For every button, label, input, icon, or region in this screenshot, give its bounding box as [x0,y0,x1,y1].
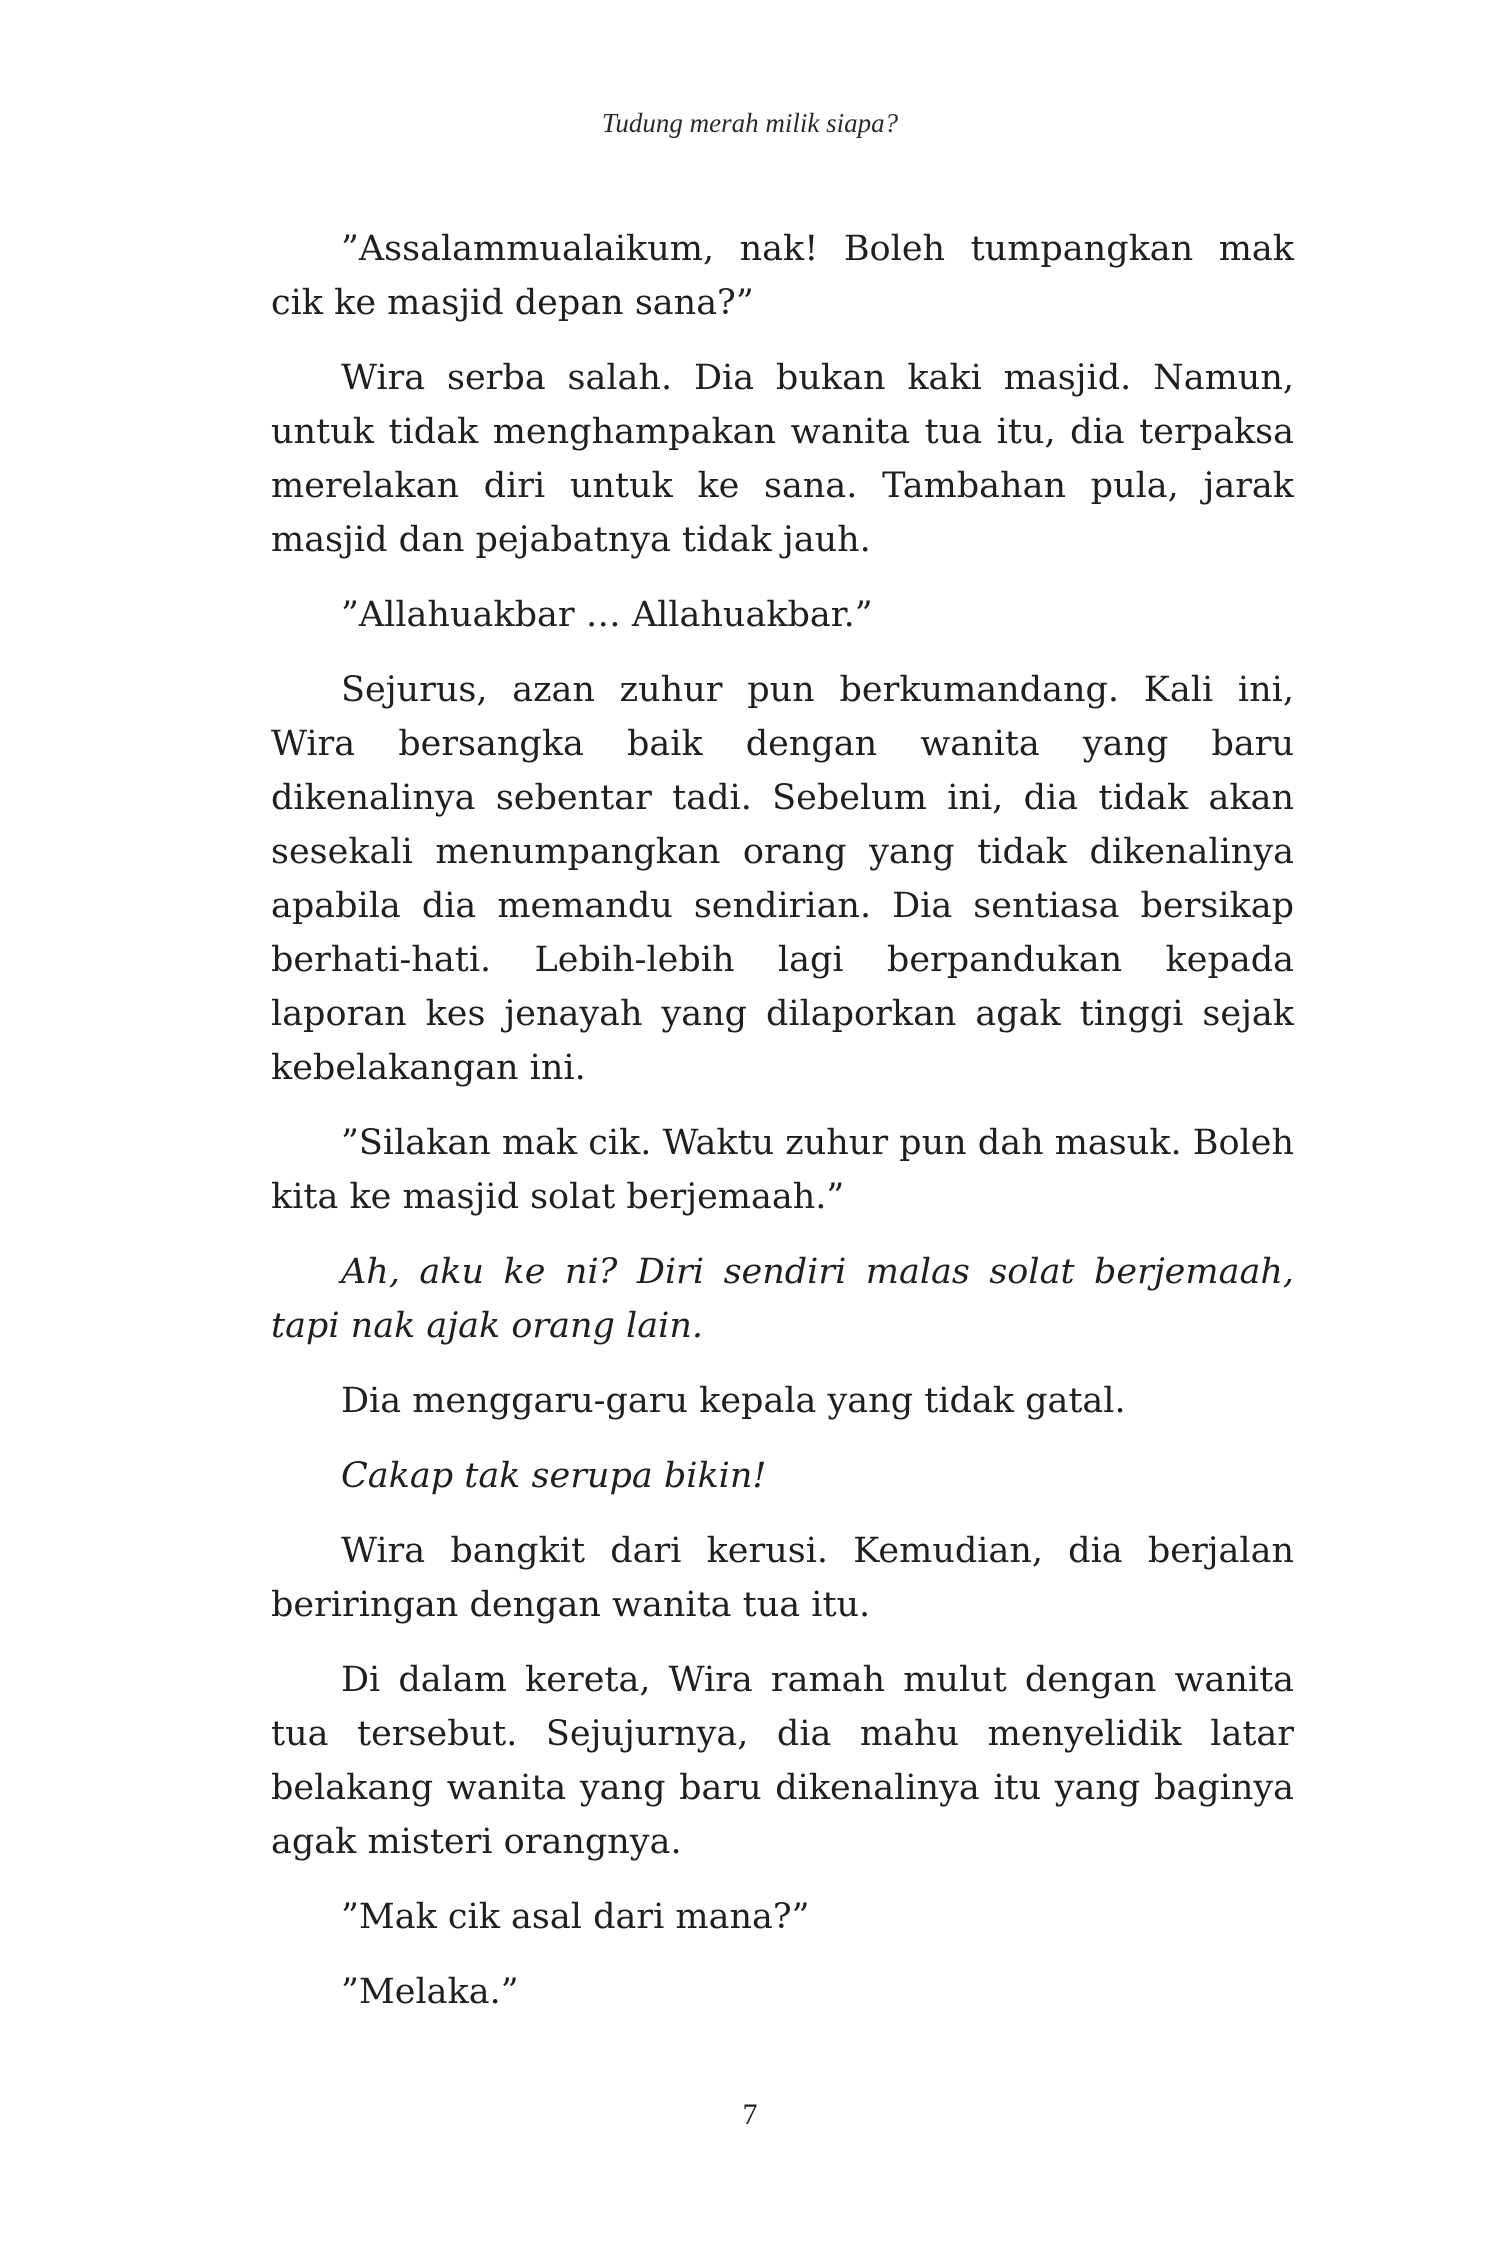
body-text [271,222,1294,2040]
paragraph: ”Allahuakbar … Allahuakbar.” [341,595,873,635]
paragraph: ”Silakan mak cik. Waktu zuhur pun dah masuk. Boleh kita ke masjid solat berjemaah.” [271,1123,1294,1217]
paragraph: Di dalam kereta, Wira ramah mulut dengan wanita tua tersebut. Sejujurnya, dia mahu menyelidik latar belakang wanita yang baru dikenalinya itu yang baginya agak misteri orangnya. [271,1660,1294,1862]
paragraph-italic: Cakap tak serupa bikin! [341,1456,767,1496]
page-number: 7 [742,2098,758,2131]
paragraph: ”Mak cik asal dari mana?” [341,1897,810,1937]
paragraph: Wira bangkit dari kerusi. Kemudian, dia berjalan beriringan dengan wanita tua itu. [271,1531,1294,1625]
paragraph: Wira serba salah. Dia bukan kaki masjid. Namun, untuk tidak menghampakan wanita tua itu, dia terpaksa merelakan diri untuk ke sana. Tambahan pula, jarak masjid dan pejabatnya tidak jauh. [271,358,1294,560]
paragraph: ”Melaka.” [341,1972,519,2012]
paragraph: Sejurus, azan zuhur pun berkumandang. Kali ini, Wira bersangka baik dengan wanita yang baru dikenalinya sebentar tadi. Sebelum ini, dia tidak akan sesekali menumpangkan orang yang tidak dikenalinya apabila dia memandu sendirian. Dia sentiasa bersikap berhati-hati. Lebih-lebih lagi berpandukan kepada laporan kes jenayah yang dilaporkan agak tinggi sejak kebelakangan ini. [271,670,1294,1088]
paragraph: Dia menggaru-garu kepala yang tidak gatal. [341,1381,1126,1421]
paragraph-italic: Ah, aku ke ni? Diri sendiri malas solat berjemaah, tapi nak ajak orang lain. [271,1252,1294,1346]
paragraph: ”Assalammualaikum, nak! Boleh tumpangkan mak cik ke masjid depan sana?” [271,229,1294,323]
running-head: Tudung merah milik siapa? [601,108,899,138]
